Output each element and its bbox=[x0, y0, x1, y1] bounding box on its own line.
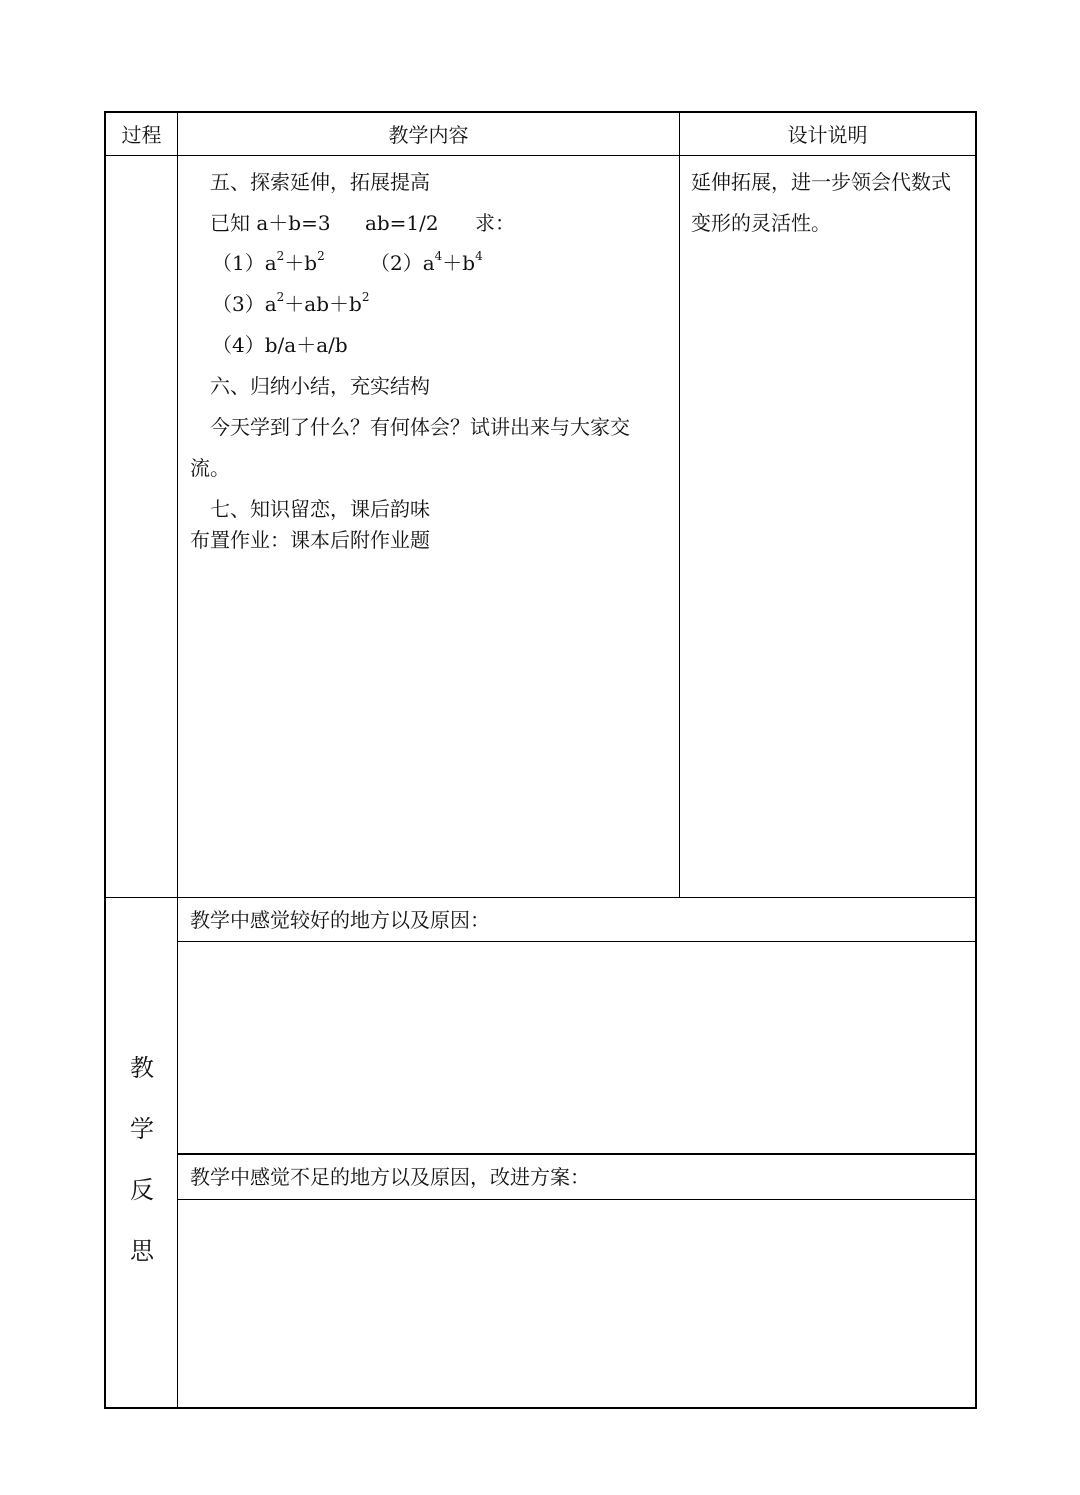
question-1: $(1)a^2+b^2$ bbox=[212, 249, 325, 275]
bad-reflection-area[interactable] bbox=[178, 1200, 975, 1407]
reflection-label-char-3: 反 bbox=[130, 1176, 154, 1204]
reflection-label-char-4: 思 bbox=[130, 1237, 154, 1265]
section5-title: 五、探索延伸，拓展提高 bbox=[210, 170, 430, 194]
given-sum: 已知 a＋b=3 bbox=[210, 211, 331, 235]
design-note-line-1: 延伸拓展，进一步领会代数式 bbox=[691, 170, 951, 194]
content-section-divider bbox=[106, 897, 975, 898]
lesson-plan-table bbox=[104, 111, 977, 1409]
header-row-divider bbox=[106, 155, 975, 156]
question-2: $(2)a^4+b^4$ bbox=[370, 249, 483, 275]
header-process: 过程 bbox=[121, 123, 162, 147]
good-reflection-prompt: 教学中感觉较好的地方以及原因： bbox=[190, 908, 490, 932]
header-content: 教学内容 bbox=[388, 123, 469, 147]
good-area-divider bbox=[177, 1153, 975, 1155]
reflection-label-char-2: 学 bbox=[130, 1115, 154, 1143]
section6-title: 六、归纳小结，充实结构 bbox=[210, 374, 430, 398]
good-reflection-area[interactable] bbox=[178, 942, 975, 1153]
bad-reflection-prompt: 教学中感觉不足的地方以及原因，改进方案： bbox=[190, 1165, 590, 1189]
question-4: （4）b/a＋a/b bbox=[212, 333, 348, 357]
question-3: $(3)a^2+ab+b^2$ bbox=[212, 290, 370, 316]
header-design: 设计说明 bbox=[787, 123, 868, 147]
section7-title: 七、知识留恋，课后韵味 bbox=[210, 497, 430, 521]
col-divider-design bbox=[679, 113, 680, 897]
reflection-label-char-1: 教 bbox=[130, 1054, 154, 1082]
given-product: ab=1/2 bbox=[364, 211, 439, 235]
reflect-line-1: 今天学到了什么？有何体会？试讲出来与大家交 bbox=[210, 415, 630, 439]
homework-line: 布置作业：课本后附作业题 bbox=[190, 528, 430, 552]
design-note-line-2: 变形的灵活性。 bbox=[691, 211, 831, 235]
given-condition bbox=[210, 211, 515, 235]
reflect-line-2: 流。 bbox=[190, 456, 230, 480]
given-ask: 求： bbox=[474, 211, 515, 235]
